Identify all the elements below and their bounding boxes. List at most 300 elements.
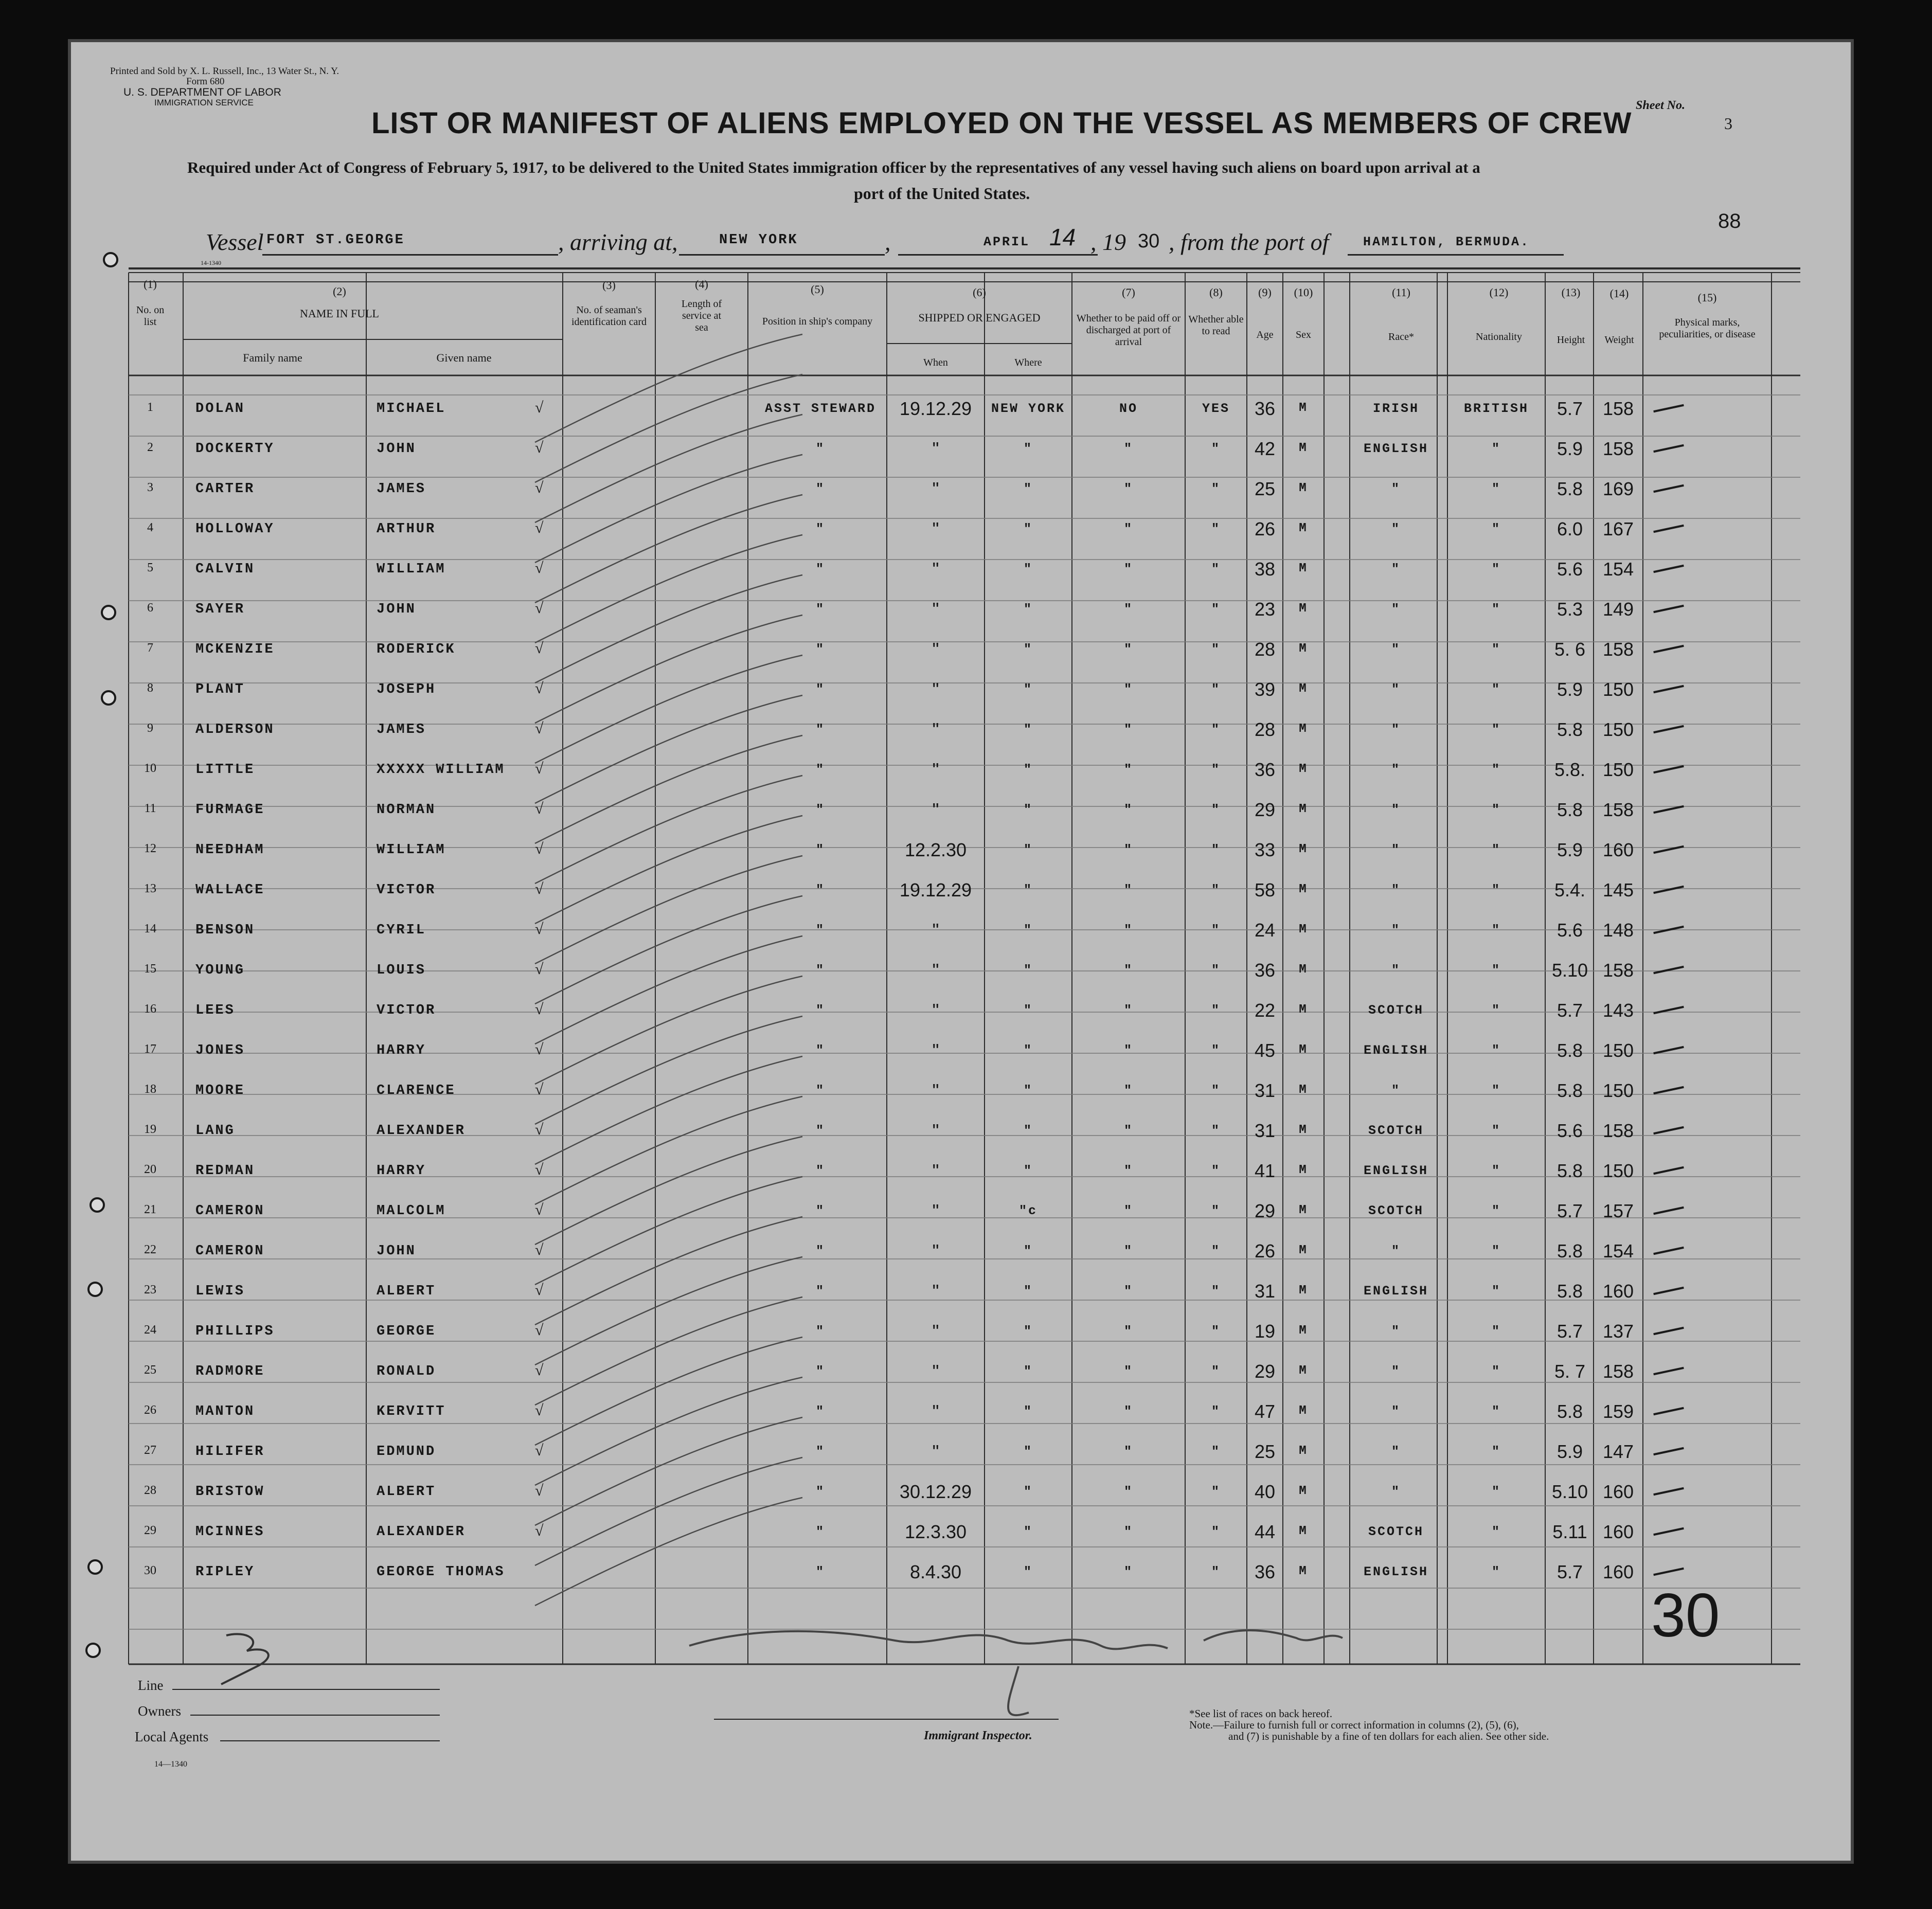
cell-race: " xyxy=(1391,1244,1401,1258)
cell-given: WILLIAM xyxy=(377,562,446,577)
cell-nationality: " xyxy=(1491,1404,1501,1419)
cell-given: VICTOR xyxy=(377,883,436,898)
cell-where: " xyxy=(1023,1244,1033,1258)
check-mark: √ xyxy=(535,479,544,496)
check-mark: √ xyxy=(535,1241,544,1258)
printer-line: Printed and Sold by X. L. Russell, Inc., 13 Water St., N. Y. xyxy=(110,66,339,77)
cell-age: 29 xyxy=(1254,1361,1276,1382)
cell-paid: " xyxy=(1123,1524,1133,1539)
cell-height: 5.3 xyxy=(1557,599,1583,620)
cell-weight: 150 xyxy=(1602,1040,1634,1061)
cell-race: ENGLISH xyxy=(1363,1284,1429,1299)
cell-where: " xyxy=(1023,1564,1033,1579)
cell-position: " xyxy=(815,1083,825,1098)
cell-height: 5. 6 xyxy=(1554,639,1586,660)
cell-race: " xyxy=(1391,1484,1401,1499)
cell-weight: 160 xyxy=(1602,1281,1634,1302)
check-mark: √ xyxy=(535,1522,544,1539)
cell-weight: 160 xyxy=(1602,839,1634,860)
cell-sex: M xyxy=(1299,521,1308,535)
cell-where: NEW YORK xyxy=(991,401,1066,416)
cell-family: DOCKERTY xyxy=(195,441,275,457)
cell-paid: " xyxy=(1123,762,1133,777)
cell-paid: " xyxy=(1123,923,1133,938)
footer-line-label: Line xyxy=(138,1678,164,1693)
pencil-stroke xyxy=(535,535,802,643)
cell-no: 9 xyxy=(147,722,153,735)
cell-age: 39 xyxy=(1254,679,1276,700)
cell-where: " xyxy=(1023,682,1033,697)
cell-family: BRISTOW xyxy=(195,1484,265,1500)
check-mark: √ xyxy=(535,880,544,897)
cell-height: 5.8 xyxy=(1557,478,1583,499)
cell-given: JOSEPH xyxy=(377,682,436,697)
cell-nationality: " xyxy=(1491,1123,1501,1138)
cell-when: 30.12.29 xyxy=(899,1481,972,1502)
cell-no: 10 xyxy=(144,762,156,775)
cell-when: " xyxy=(932,1040,939,1061)
cell-where: " xyxy=(1023,1404,1033,1419)
cell-sex: M xyxy=(1299,562,1308,575)
cell-given: CYRIL xyxy=(377,923,426,938)
cell-read: " xyxy=(1211,1524,1221,1539)
cell-height: 5.6 xyxy=(1557,559,1583,580)
cell-position: " xyxy=(815,481,825,496)
cell-given: GEORGE xyxy=(377,1324,436,1339)
cell-weight: 158 xyxy=(1602,639,1634,660)
cell-race: " xyxy=(1391,481,1401,496)
pencil-stroke xyxy=(535,1498,802,1606)
cell-weight: 150 xyxy=(1602,1160,1634,1181)
cell-paid: " xyxy=(1123,1284,1133,1299)
cell-position: " xyxy=(815,1524,825,1539)
cell-age: 28 xyxy=(1254,719,1276,740)
pencil-stroke xyxy=(535,856,802,964)
cell-read: " xyxy=(1211,521,1221,536)
check-mark: √ xyxy=(535,1482,544,1499)
cell-sex: M xyxy=(1299,842,1308,856)
cell-read: " xyxy=(1211,883,1221,897)
cell-sex: M xyxy=(1299,642,1308,656)
cell-height: 5.8. xyxy=(1554,759,1586,780)
cell-nationality: " xyxy=(1491,1203,1501,1218)
cell-height: 5.9 xyxy=(1557,438,1583,459)
cell-when: " xyxy=(932,799,939,820)
cell-paid: " xyxy=(1123,722,1133,737)
arrival-month: APRIL xyxy=(983,235,1030,249)
cell-race: " xyxy=(1391,521,1401,536)
cell-given: JOHN xyxy=(377,441,416,457)
cell-nationality: " xyxy=(1491,923,1501,938)
cell-race: " xyxy=(1391,1364,1401,1379)
check-mark: √ xyxy=(535,1402,544,1419)
cell-age: 47 xyxy=(1254,1401,1276,1422)
cell-paid: " xyxy=(1123,842,1133,857)
cell-no: 28 xyxy=(144,1484,156,1497)
pencil-stroke xyxy=(535,776,802,884)
check-mark: √ xyxy=(535,680,544,697)
cell-where: " xyxy=(1023,521,1033,536)
cell-weight: 158 xyxy=(1602,438,1634,459)
cell-where: " xyxy=(1023,1324,1033,1339)
form-number: Form 680 xyxy=(186,76,225,87)
cell-no: 21 xyxy=(144,1203,156,1216)
cell-position: " xyxy=(815,642,825,657)
cell-family: RIPLEY xyxy=(195,1564,255,1580)
cell-given: RODERICK xyxy=(377,642,456,657)
cell-where: " xyxy=(1023,1083,1033,1098)
cell-when: " xyxy=(932,438,939,459)
check-mark: √ xyxy=(535,800,544,817)
cell-where: "c xyxy=(1018,1203,1037,1218)
cell-height: 5.8 xyxy=(1557,799,1583,820)
cell-no: 17 xyxy=(144,1042,156,1056)
cell-race: " xyxy=(1391,883,1401,897)
pencil-stroke xyxy=(535,1457,802,1565)
footer-owners-label: Owners xyxy=(138,1703,181,1719)
pencil-stroke xyxy=(535,575,802,683)
cell-no: 23 xyxy=(144,1283,156,1296)
cell-height: 5.7 xyxy=(1557,1000,1583,1021)
cell-given: ARTHUR xyxy=(377,521,436,537)
cell-no: 5 xyxy=(147,561,153,574)
cell-weight: 147 xyxy=(1602,1441,1634,1462)
cell-when: " xyxy=(932,1441,939,1462)
cell-given: JAMES xyxy=(377,722,426,737)
pencil-stroke xyxy=(535,1177,802,1285)
cell-age: 26 xyxy=(1254,518,1276,539)
pencil-stroke xyxy=(535,976,802,1084)
cell-nationality: BRITISH xyxy=(1463,401,1529,416)
cell-given: GEORGE THOMAS xyxy=(377,1564,505,1580)
cell-nationality: " xyxy=(1491,1484,1501,1499)
cell-family: FURMAGE xyxy=(195,802,265,818)
cell-position: ASST STEWARD xyxy=(764,401,876,416)
cell-when: 19.12.29 xyxy=(899,398,972,419)
cell-height: 5.8 xyxy=(1557,1281,1583,1302)
cell-no: 7 xyxy=(147,641,153,655)
cell-position: " xyxy=(815,562,825,577)
cell-weight: 159 xyxy=(1602,1401,1634,1422)
cell-position: " xyxy=(815,1284,825,1299)
check-mark: √ xyxy=(535,921,544,938)
cell-race: " xyxy=(1391,1083,1401,1098)
check-mark: √ xyxy=(535,1161,544,1178)
cell-paid: " xyxy=(1123,1404,1133,1419)
pencil-stroke xyxy=(535,1377,802,1485)
check-mark: √ xyxy=(535,961,544,978)
cell-height: 5.9 xyxy=(1557,679,1583,700)
cell-height: 5.10 xyxy=(1551,1481,1588,1502)
cell-sex: M xyxy=(1299,1203,1308,1217)
cell-position: " xyxy=(815,1404,825,1419)
cell-sex: M xyxy=(1299,602,1308,616)
cell-position: " xyxy=(815,1003,825,1018)
cell-position: " xyxy=(815,1324,825,1339)
cell-where: " xyxy=(1023,883,1033,897)
cell-read: " xyxy=(1211,1284,1221,1299)
cell-race: ENGLISH xyxy=(1363,1564,1429,1579)
cell-nationality: " xyxy=(1491,642,1501,657)
cell-nationality: " xyxy=(1491,1003,1501,1018)
department-name: U. S. DEPARTMENT OF LABOR xyxy=(123,86,281,98)
cell-paid: NO xyxy=(1119,401,1138,416)
cell-given: KERVITT xyxy=(377,1404,446,1419)
cell-age: 29 xyxy=(1254,1200,1276,1221)
cell-family: RADMORE xyxy=(195,1364,265,1379)
cell-weight: 158 xyxy=(1602,1361,1634,1382)
cell-nationality: " xyxy=(1491,682,1501,697)
cell-family: CAMERON xyxy=(195,1203,265,1219)
cell-position: " xyxy=(815,1484,825,1499)
pencil-stroke xyxy=(535,374,802,482)
cell-age: 41 xyxy=(1254,1160,1276,1181)
cell-when: 8.4.30 xyxy=(909,1561,962,1582)
cell-family: BENSON xyxy=(195,923,255,938)
cell-sex: M xyxy=(1299,1564,1308,1578)
cell-height: 5.8 xyxy=(1557,1160,1583,1181)
from-label: , from the port of xyxy=(1169,229,1329,255)
cell-family: MCINNES xyxy=(195,1524,265,1540)
cell-where: " xyxy=(1023,1444,1033,1459)
check-mark: √ xyxy=(535,439,544,456)
cell-no: 30 xyxy=(144,1564,156,1577)
cell-nationality: " xyxy=(1491,1364,1501,1379)
cell-height: 5.8 xyxy=(1557,1040,1583,1061)
cell-height: 5.7 xyxy=(1557,1321,1583,1342)
cell-paid: " xyxy=(1123,1003,1133,1018)
cell-weight: 160 xyxy=(1602,1561,1634,1582)
cell-nationality: " xyxy=(1491,1324,1501,1339)
arrival-day: 14 xyxy=(1049,224,1076,250)
page-subtitle-2: port of the United States. xyxy=(854,184,1030,203)
cell-race: " xyxy=(1391,562,1401,577)
year-suffix: 30 xyxy=(1138,230,1160,252)
cell-no: 16 xyxy=(144,1002,156,1016)
cell-paid: " xyxy=(1123,1324,1133,1339)
cell-sex: M xyxy=(1299,1003,1308,1017)
cell-family: PHILLIPS xyxy=(195,1324,275,1339)
check-mark: √ xyxy=(535,840,544,857)
cell-given: MICHAEL xyxy=(377,401,446,417)
cell-no: 22 xyxy=(144,1243,156,1256)
sheet-label: Sheet No. xyxy=(1636,99,1685,112)
cell-age: 58 xyxy=(1254,879,1276,901)
cell-where: " xyxy=(1023,562,1033,577)
cell-nationality: " xyxy=(1491,441,1501,456)
cell-no: 25 xyxy=(144,1363,156,1377)
cell-family: WALLACE xyxy=(195,883,265,898)
top-form-code: 14-1340 xyxy=(201,259,221,266)
cell-read: " xyxy=(1211,1324,1221,1339)
cell-weight: 158 xyxy=(1602,799,1634,820)
cell-paid: " xyxy=(1123,1244,1133,1258)
cell-no: 3 xyxy=(147,481,153,494)
check-mark: √ xyxy=(535,760,544,777)
cell-family: MOORE xyxy=(195,1083,245,1098)
cell-nationality: " xyxy=(1491,1444,1501,1459)
cell-age: 31 xyxy=(1254,1281,1276,1302)
cell-race: SCOTCH xyxy=(1368,1203,1424,1218)
cell-where: " xyxy=(1023,762,1033,777)
footer-agents-label: Local Agents xyxy=(135,1729,209,1744)
cell-sex: M xyxy=(1299,722,1308,736)
cell-where: " xyxy=(1023,642,1033,657)
cell-height: 5.6 xyxy=(1557,920,1583,941)
cell-when: " xyxy=(932,559,939,580)
cell-read: " xyxy=(1211,722,1221,737)
cell-sex: M xyxy=(1299,481,1308,495)
cell-position: " xyxy=(815,1564,825,1579)
cell-sex: M xyxy=(1299,923,1308,937)
cell-paid: " xyxy=(1123,481,1133,496)
pencil-stroke xyxy=(535,1137,802,1245)
cell-when: " xyxy=(932,1281,939,1302)
cell-given: EDMUND xyxy=(377,1444,436,1460)
cell-where: " xyxy=(1023,1123,1033,1138)
cell-height: 5.4. xyxy=(1554,879,1586,901)
cell-height: 5.10 xyxy=(1551,960,1588,981)
check-mark: √ xyxy=(535,1362,544,1379)
cell-weight: 150 xyxy=(1602,1080,1634,1101)
cell-when: " xyxy=(932,599,939,620)
check-mark: √ xyxy=(535,1282,544,1299)
cell-paid: " xyxy=(1123,521,1133,536)
cell-weight: 160 xyxy=(1602,1481,1634,1502)
cell-read: " xyxy=(1211,682,1221,697)
cell-paid: " xyxy=(1123,802,1133,817)
cell-when: " xyxy=(932,1240,939,1262)
cell-paid: " xyxy=(1123,562,1133,577)
pencil-stroke xyxy=(535,735,802,843)
cell-position: " xyxy=(815,842,825,857)
cell-read: " xyxy=(1211,1564,1221,1579)
total-count: 30 xyxy=(1651,1581,1720,1650)
cell-position: " xyxy=(815,1123,825,1138)
cell-race: " xyxy=(1391,722,1401,737)
cell-sex: M xyxy=(1299,682,1308,696)
departure-port: HAMILTON, BERMUDA. xyxy=(1363,235,1530,249)
pencil-stroke xyxy=(535,1056,802,1164)
pencil-stroke xyxy=(535,936,802,1044)
page-subtitle-1: Required under Act of Congress of February 5, 1917, to be delivered to the United States immigration officer by the representatives of any vessel having such aliens on board upon arrival at a xyxy=(187,158,1480,176)
cell-when: 12.2.30 xyxy=(904,839,967,860)
cell-age: 25 xyxy=(1254,478,1276,499)
cell-race: " xyxy=(1391,842,1401,857)
pencil-stroke xyxy=(535,816,802,924)
cell-age: 36 xyxy=(1254,759,1276,780)
cell-no: 26 xyxy=(144,1403,156,1417)
cell-given: LOUIS xyxy=(377,963,426,978)
cell-no: 18 xyxy=(144,1083,156,1096)
cell-age: 44 xyxy=(1254,1521,1276,1542)
cell-age: 33 xyxy=(1254,839,1276,860)
cell-paid: " xyxy=(1123,441,1133,456)
pencil-stroke xyxy=(535,615,802,723)
cell-nationality: " xyxy=(1491,1083,1501,1098)
cell-family: HILIFER xyxy=(195,1444,265,1460)
cell-read: " xyxy=(1211,963,1221,978)
cell-weight: 167 xyxy=(1602,518,1634,539)
cell-sex: M xyxy=(1299,883,1308,896)
cell-paid: " xyxy=(1123,1163,1133,1178)
cell-position: " xyxy=(815,1364,825,1379)
cell-race: " xyxy=(1391,602,1401,617)
races-note: *See list of races on back hereof. xyxy=(1189,1707,1333,1720)
cell-no: 4 xyxy=(147,521,153,534)
cell-position: " xyxy=(815,1244,825,1258)
cell-age: 38 xyxy=(1254,559,1276,580)
cell-race: ENGLISH xyxy=(1363,1043,1429,1058)
cell-when: " xyxy=(932,1120,939,1141)
cell-given: XXXXX WILLIAM xyxy=(377,762,505,778)
cell-height: 5.8 xyxy=(1557,719,1583,740)
cell-read: " xyxy=(1211,1123,1221,1138)
pencil-stroke xyxy=(535,415,802,523)
cell-age: 25 xyxy=(1254,1441,1276,1462)
cell-position: " xyxy=(815,762,825,777)
cell-paid: " xyxy=(1123,1564,1133,1579)
cell-where: " xyxy=(1023,923,1033,938)
cell-age: 26 xyxy=(1254,1240,1276,1262)
cell-age: 29 xyxy=(1254,799,1276,820)
cell-read: " xyxy=(1211,602,1221,617)
cell-read: " xyxy=(1211,1043,1221,1058)
cell-nationality: " xyxy=(1491,802,1501,817)
cell-height: 5.9 xyxy=(1557,1441,1583,1462)
cell-family: CARTER xyxy=(195,481,255,497)
cell-race: " xyxy=(1391,682,1401,697)
cell-read: " xyxy=(1211,1444,1221,1459)
cell-paid: " xyxy=(1123,1083,1133,1098)
cell-race: " xyxy=(1391,963,1401,978)
cell-when: " xyxy=(932,518,939,539)
pencil-stroke xyxy=(535,1417,802,1525)
cell-when: " xyxy=(932,1000,939,1021)
cell-sex: M xyxy=(1299,762,1308,776)
cell-sex: M xyxy=(1299,1284,1308,1298)
cell-sex: M xyxy=(1299,963,1308,977)
cell-given: VICTOR xyxy=(377,1003,436,1018)
cell-no: 15 xyxy=(144,962,156,976)
cell-where: " xyxy=(1023,1364,1033,1379)
cell-weight: 150 xyxy=(1602,719,1634,740)
cell-family: CALVIN xyxy=(195,562,255,577)
pencil-stroke xyxy=(535,334,802,442)
pencil-stroke xyxy=(535,896,802,1004)
sheet-number: 3 xyxy=(1724,114,1732,133)
cell-height: 5.8 xyxy=(1557,1401,1583,1422)
cell-read: " xyxy=(1211,481,1221,496)
footer-form-code: 14—1340 xyxy=(154,1760,187,1769)
stamp-number: 88 xyxy=(1718,210,1741,232)
cell-age: 24 xyxy=(1254,920,1276,941)
cell-position: " xyxy=(815,722,825,737)
cell-age: 42 xyxy=(1254,438,1276,459)
cell-family: LEWIS xyxy=(195,1284,245,1299)
pencil-stroke xyxy=(535,1016,802,1124)
cell-paid: " xyxy=(1123,963,1133,978)
cell-read: " xyxy=(1211,642,1221,657)
cell-weight: 157 xyxy=(1602,1200,1634,1221)
cell-paid: " xyxy=(1123,682,1133,697)
cell-nationality: " xyxy=(1491,883,1501,897)
cell-given: HARRY xyxy=(377,1043,426,1058)
check-mark: √ xyxy=(535,1041,544,1058)
vessel-name: FORT ST.GEORGE xyxy=(266,232,405,248)
cell-where: " xyxy=(1023,1003,1033,1018)
cell-given: WILLIAM xyxy=(377,842,446,858)
